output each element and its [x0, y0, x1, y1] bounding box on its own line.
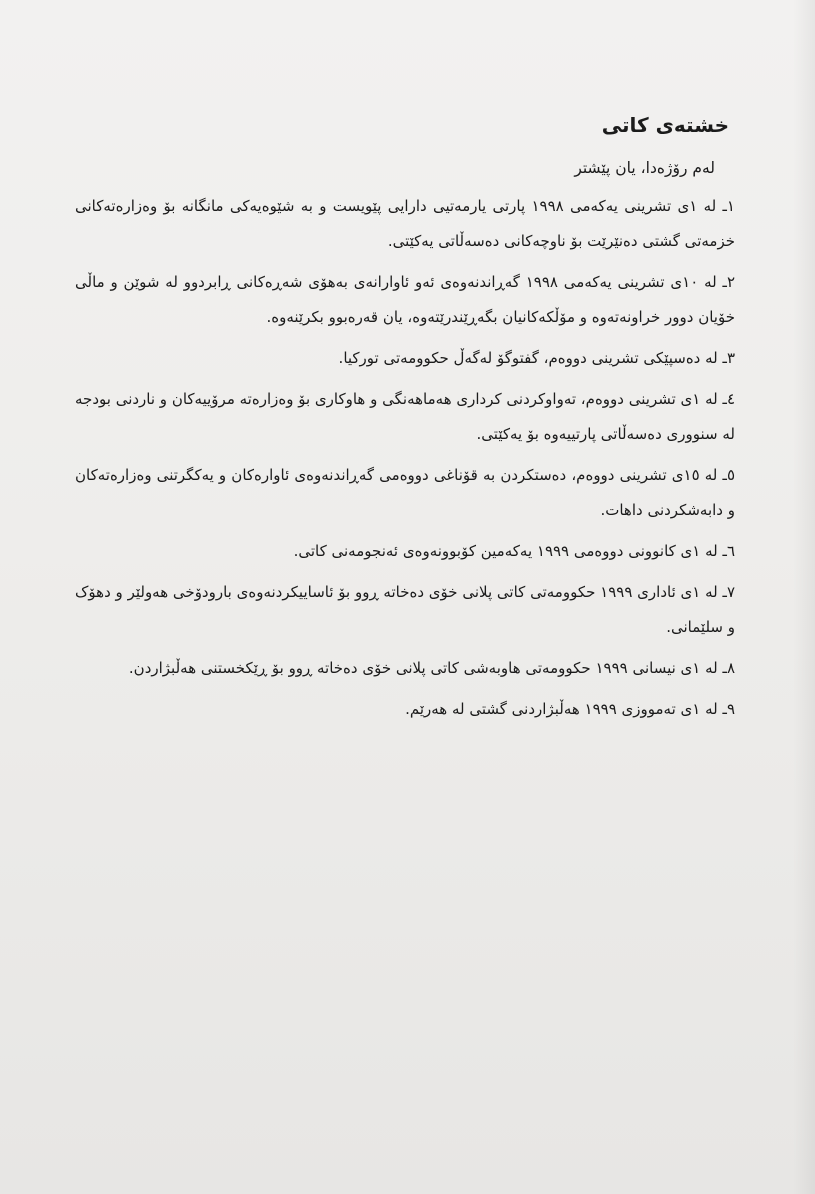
list-item: [75, 265, 735, 335]
item-number: ٧ـ: [722, 583, 735, 601]
item-number: ٩ـ: [722, 700, 735, 718]
list-item: [75, 575, 735, 645]
item-number: ٤ـ: [722, 390, 735, 408]
list-item: [75, 651, 735, 686]
item-number: ٨ـ: [722, 659, 735, 677]
item-text: لە ١ی ئاداری ١٩٩٩ حکوومەتی کاتی پلانی خۆی دەخاتە ڕوو بۆ ئاساییکردنەوەی بارودۆخی هەولێر و دهۆک و سلێمانی.: [75, 583, 735, 636]
timeline-list: [75, 189, 735, 727]
item-number: ٥ـ: [722, 466, 735, 484]
list-item: [75, 692, 735, 727]
list-item: [75, 189, 735, 259]
list-item: [75, 341, 735, 376]
item-number: ١ـ: [722, 197, 735, 215]
document-body: [75, 105, 735, 733]
item-text: لە ١ی تەمووزی ١٩٩٩ هەڵبژاردنی گشتی لە هەرێم.: [405, 700, 718, 718]
item-text: لە ١ی کانوونی دووەمی ١٩٩٩ یەکەمین کۆبوونەوەی ئەنجومەنی کاتی.: [293, 542, 718, 560]
item-text: لە ١٥ی تشرینی دووەم، دەستکردن بە قۆناغی دووەمی گەڕاندنەوەی ئاوارەکان و یەکگرتنی وەزارەتەکان و دابەشکردنی داهات.: [75, 466, 735, 519]
item-number: ٢ـ: [722, 273, 735, 291]
list-item: [75, 458, 735, 528]
item-text: لە ١ی نیسانی ١٩٩٩ حکوومەتی هاوبەشی کاتی پلانی خۆی دەخاتە ڕوو بۆ ڕێکخستنی هەڵبژاردن.: [128, 659, 718, 677]
page-title: خشتەی کاتی: [601, 113, 729, 137]
item-text: لە دەسپێکی تشرینی دووەم، گفتوگۆ لەگەڵ حکوومەتی تورکیا.: [338, 349, 718, 367]
list-item: [75, 534, 735, 569]
item-text: لە ١٠ی تشرینی یەکەمی ١٩٩٨ گەڕاندنەوەی ئەو ئاوارانەی بەهۆی شەڕەکانی ڕابردوو لە شوێن و ماڵی خۆیان دوور خراونەتەوە و مۆڵکەکانیان بگەڕێندرێتەوە، یان قەرەبوو بکرێنەوە.: [75, 273, 735, 326]
list-item: [75, 382, 735, 452]
item-number: ٣ـ: [722, 349, 735, 367]
item-text: لە ١ی تشرینی یەکەمی ١٩٩٨ پارتی یارمەتیی دارایی پێویست و بە شێوەیەکی مانگانە بۆ وەزارەتەکانی خزمەتی گشتی دەنێرێت بۆ ناوچەکانی دەسەڵاتی یەکێتی.: [75, 197, 735, 250]
item-number: ٦ـ: [722, 542, 735, 560]
intro-line: لەم رۆژەدا، یان پێشتر: [574, 159, 715, 177]
item-text: لە ١ی تشرینی دووەم، تەواوکردنی کرداری هەماهەنگی و هاوکاری بۆ وەزارەتە مرۆییەکان و ناردنی بودجە لە سنووری دەسەڵاتی پارتییەوە بۆ یەکێتی.: [75, 390, 735, 443]
